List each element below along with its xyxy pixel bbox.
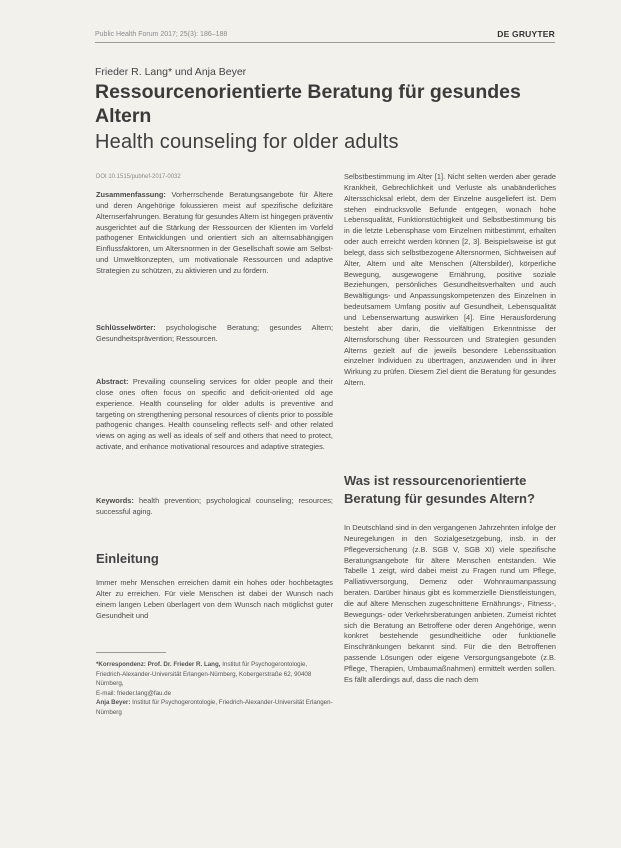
article-authors: Frieder R. Lang* und Anja Beyer (95, 66, 247, 78)
abstract-de-label: Zusammenfassung: (96, 190, 166, 199)
footnote-divider (96, 652, 166, 653)
keywords-en-label: Keywords: (96, 496, 134, 505)
section-heading-resource-counseling: Was ist ressourcenorientierte Beratung für gesundes Altern? (344, 473, 535, 506)
right-column-text-2 (344, 523, 556, 686)
publisher-logo: DE GRUYTER (497, 29, 555, 39)
footnote-second-text: Institut für Psychogerontologie, Friedrich-Alexander-Universität Erlangen-Nürnberg (96, 699, 333, 716)
footnote-corresponding-label: *Korrespondenz: Prof. Dr. Frieder R. Lang, (96, 661, 221, 668)
keywords-en-text: health prevention; psychological counseling; resources; successful aging. (96, 496, 333, 516)
abstract-english (96, 377, 333, 453)
footnote-corresponding-text: Institut für Psychogerontologie, Friedrich-Alexander-Universität Erlangen-Nürnberg, Kobergerstraße 62, 90408 Nürnberg, (96, 661, 312, 688)
right-column-text (344, 172, 556, 389)
right-paragraph-1: Selbstbestimmung im Alter [1]. Nicht selten werden aber gerade Krankheit, Gebrechlichkeit und Verluste als unabänderliches Altersschicksal erlebt, dem der Einzelne ausgeliefert ist. Dem stehen eindrucksvolle Befunde entgegen, wonach hohe Lebensqualität, Funktionstüchtigkeit und Selbstbestimmung bis in die letzte Lebensphase vom Einzelnen mitbestimmt, erhalten oder auch erreicht werden können [2, 3]. Beispielsweise ist gut belegt, dass sich selbstbezogene Altersnormen, Sichtweisen auf Älter, Altern und alte Menschen (Altersbilder), körperliche Bewegung, ausgewogene Ernährung, positive soziale Beziehungen, persönliches Gesundheitsverhalten und auch Bewältigungs- und Anpassungskompetenzen des Einzelnen in bedeutsamem Umfang positiv auf Gesundheit, Lebensqualität und Lebenserwartung auswirken [4]. Eine Herausforderung besteht aber darin, die vielfältigen Erkenntnisse der Alternsforschung über Ressourcen und Strategien gesunden Alterns gezielt auf die jeweils besondere Lebenssituation einzelner Individuen zu übertragen, anzuwenden und in ihrer Wirkung zu prüfen. Diesem Ziel dient die Beratung für gesundes Altern. (344, 172, 556, 388)
abstract-en-text: Prevailing counseling services for older people and their close ones often focus on specific and deficit-oriented old age experience. Health counseling for older adults is preventive and targeting on strengthening personal resources of clients prior to possible pathogenic changes. Health counseling reflects self- and other related views on aging as well as ideals of self and others that need to protect, activate, and enhance motivational resources and adaptive strategies. (96, 377, 333, 452)
footnote-block (96, 660, 333, 718)
footnote-second-label: Anja Beyer: (96, 699, 131, 707)
intro-paragraph: Immer mehr Menschen erreichen damit ein hohes oder hochbetagtes Alter zu erreichen. Für viele Menschen ist dabei der Wunsch nach einem langen Leben überlagert von dem Wunsch nach möglichst guter Gesundheit und (96, 578, 333, 620)
abstract-en-label: Abstract: (96, 377, 129, 386)
article-subtitle: Health counseling for older adults (95, 131, 399, 153)
footnote-email: E-mail: frieder.lang@fau.de (96, 689, 172, 697)
intro-heading: Einleitung (96, 551, 159, 566)
keywords-english (96, 496, 333, 518)
abstract-german (96, 190, 333, 277)
keywords-de-text: psychologische Beratung; gesundes Altern; Gesundheitsprävention; Ressourcen. (96, 323, 333, 343)
header-divider (95, 42, 555, 43)
keywords-de-label: Schlüsselwörter: (96, 323, 156, 332)
doi-line: DOI 10.1515/pubhef-2017-0032 (96, 174, 181, 180)
journal-citation: Public Health Forum 2017; 25(3): 186–188 (95, 31, 228, 38)
abstract-de-text: Vorherrschende Beratungsangebote für Ältere und deren Angehörige fokussieren meist auf spezifische defizitäre Alternserfahrungen. Beratung für gesundes Altern ist hingegen präventiv ausgerichtet auf die Stärkung der Ressourcen der Klienten im Vorfeld pathogener Entwicklungen und orientiert sich an alternsabhängigen Einflussfaktoren, um Altersnormen in der Gesellschaft sowie am Selbst- und Umweltkonzepten, um motivationale Ressourcen und adaptive Strategien zu schützen, zu aktivieren und zu fördern. (96, 190, 333, 275)
intro-text (96, 578, 333, 621)
keywords-german (96, 323, 333, 345)
article-title: Ressourcenorientierte Beratung für gesundes Altern (95, 81, 521, 127)
right-paragraph-2: In Deutschland sind in den vergangenen Jahrzehnten infolge der Neuregelungen in den Sozialgesetzgebung, insb. in der Pflegeversicherung (z.B. SGB V, SGB XI) viele spezifische Beratungsangebote für ältere Menschen entstanden. Wie Tabelle 1 zeigt, wird dabei meist zu Fragen rund um Pflege, Palliativversorgung, Demenz oder Wohnraumanpassung beraten. Darüber hinaus gibt es kommerzielle Dienstleistungen, die auf ältere Menschen zugeschnittene Ernährungs-, Fitness-, Bewegungs- oder Verkehrsberatungen anbieten. Zumeist richtet sich die Beratung an Betroffene oder deren Angehörige, wenn konkret bestehende gesundheitliche oder funktionelle Einschränkungen bekannt sind. Für die den Betroffenen passende Lösungen oder eigene Versorgungsangebote (z.B. Pflege, Therapien, Umbaumaßnahmen) ermittelt werden sollen. Es fällt allerdings auf, dass die nach dem (344, 523, 556, 684)
